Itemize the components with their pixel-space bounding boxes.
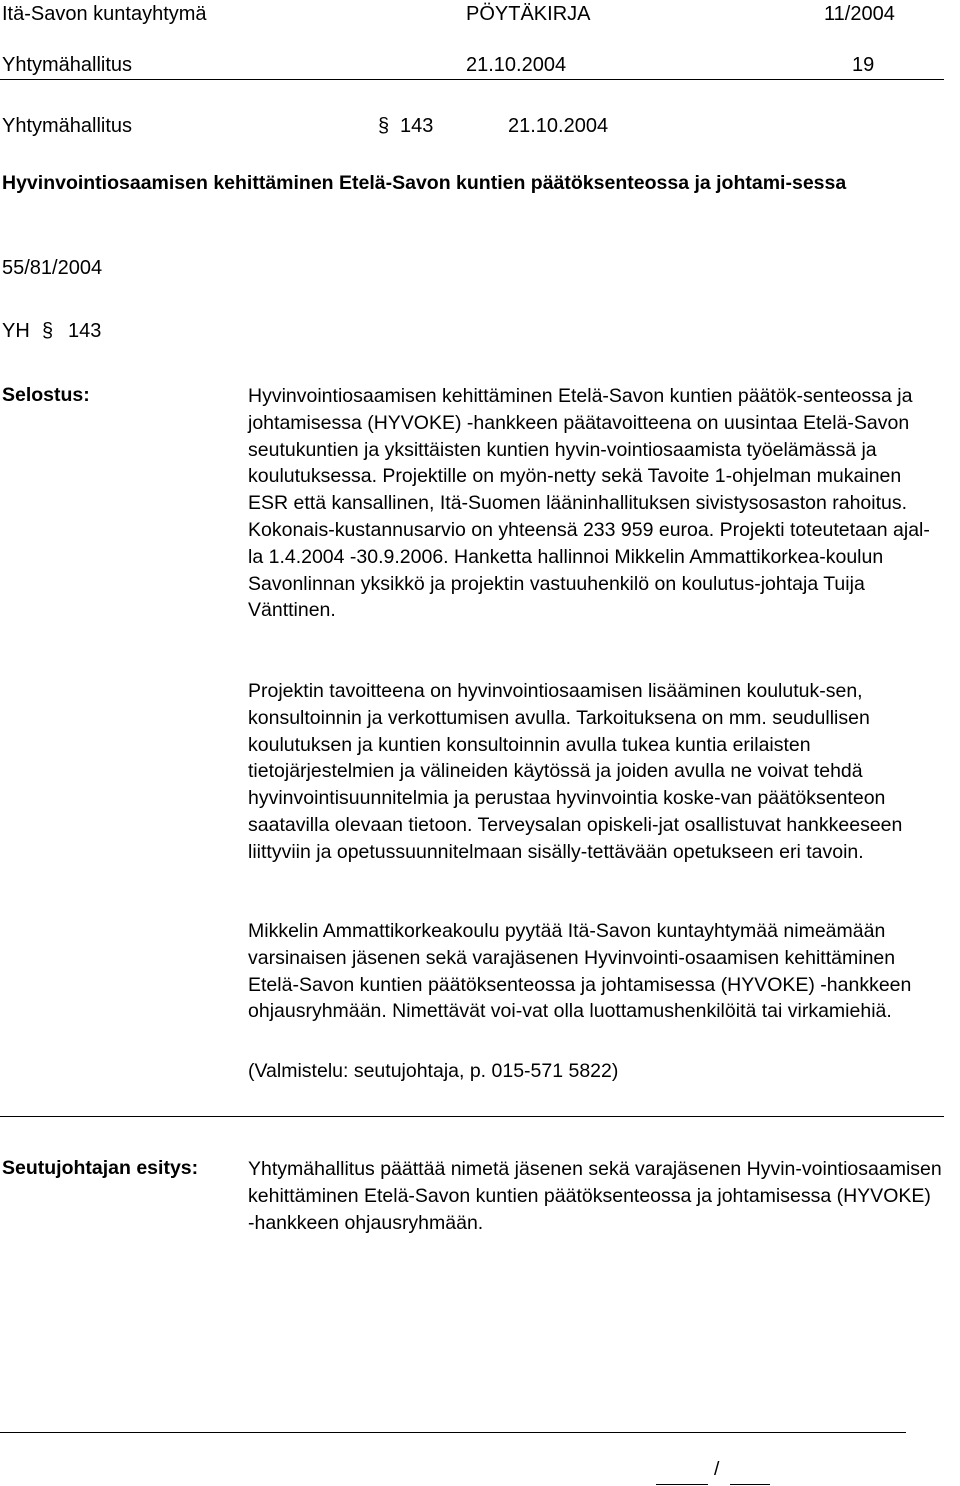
section-body: Yhtymähallitus <box>2 115 133 137</box>
document-title: Hyvinvointiosaamisen kehittäminen Etelä-Savon kuntien päätöksenteossa ja johtami-sessa <box>2 172 847 194</box>
meeting-date: 21.10.2004 <box>466 54 567 76</box>
initials-blank-2 <box>730 1484 770 1485</box>
footer-rule <box>0 1432 906 1433</box>
initials-blank-1 <box>656 1484 708 1485</box>
proposal-paragraph <box>248 1156 942 1236</box>
selostus-paragraph-2 <box>248 678 942 866</box>
section-symbol-icon: § <box>378 115 390 137</box>
header-rule <box>0 79 944 80</box>
proposal-label: Seutujohtajan esitys: <box>2 1157 199 1179</box>
selostus-paragraph-1 <box>248 383 942 624</box>
yh-label: YH <box>2 320 30 342</box>
meeting-body: Yhtymähallitus <box>2 54 133 76</box>
document-number: 11/2004 <box>824 3 895 25</box>
reference-number: 55/81/2004 <box>2 257 103 279</box>
yh-section-number: 143 <box>68 320 102 342</box>
organization-name: Itä-Savon kuntayhtymä <box>2 3 207 25</box>
preparation-note: (Valmistelu: seutujohtaja, p. 015-571 5822) <box>248 1060 619 1082</box>
selostus-text-2: Projektin tavoitteena on hyvinvointiosaamisen lisääminen koulutuk-sen, konsultoinnin ja verkottumisen avulla. Tarkoituksena on mm. seudullisen koulutuksen ja kuntien konsultoinnin avulla tukea kuntia erilaisten tietojärjestelmien ja välineiden käytössä ja joiden avulla ne voivat tehdä hyvinvointisuunnitelmia ja perustaa hyvinvointia koske-van päätöksenteon saatavilla olevaan tietoon. Terveysalan opiskeli-jat osallistuvat hankkeeseen liittyviin ja opetussuunnitelmaan sisälly-tettävään opetukseen eri tavoin. <box>248 680 903 863</box>
proposal-text: Yhtymähallitus päättää nimetä jäsenen sekä varajäsenen Hyvin-vointiosaamisen kehittäminen Etelä-Savon kuntien päätöksenteossa ja johtamisessa (HYVOKE) -hankkeen ohjausryhmään. <box>248 1158 942 1234</box>
proposal-top-rule <box>0 1116 944 1117</box>
selostus-text-3: Mikkelin Ammattikorkeakoulu pyytää Itä-Savon kuntayhtymää nimeämään varsinaisen jäsenen sekä varajäsenen Hyvinvointi-osaamisen kehittäminen Etelä-Savon kuntien päätöksenteossa ja johtamisessa (HYVOKE) -hankkeen ohjausryhmään. Nimettävät voi-vat olla luottamushenkilöitä tai virkamiehiä. <box>248 920 912 1023</box>
selostus-text-1: Hyvinvointiosaamisen kehittäminen Etelä-Savon kuntien päätök-senteossa ja johtamisessa (HYVOKE) -hankkeen päätavoitteena on uusintaa Etelä-Savon seutukuntien ja yksittäisten kuntien hyvin-vointiosaamista työelämässä ja koulutuksessa. Projektille on myön-netty sekä Tavoite 1-ohjelman mukainen ESR että kansallinen, Itä-Suomen lääninhallituksen sivistysosaston rahoitus. Kokonais-kustannusarvio on yhteensä 233 959 euroa. Projekti toteutetaan ajal-la 1.4.2004 -30.9.2006. Hanketta hallinnoi Mikkelin Ammattikorkea-koulun Savonlinnan yksikkö ja projektin vastuuhenkilö on koulutus-johtaja Tuija Vänttinen. <box>248 385 930 622</box>
selostus-paragraph-3 <box>248 918 942 1025</box>
page-number: 19 <box>852 54 875 76</box>
document-type: PÖYTÄKIRJA <box>466 3 591 25</box>
yh-section-symbol-icon: § <box>42 320 54 342</box>
section-date: 21.10.2004 <box>508 115 609 137</box>
selostus-label: Selostus: <box>2 384 90 406</box>
initials-separator: / <box>714 1458 720 1480</box>
section-number: 143 <box>400 115 434 137</box>
